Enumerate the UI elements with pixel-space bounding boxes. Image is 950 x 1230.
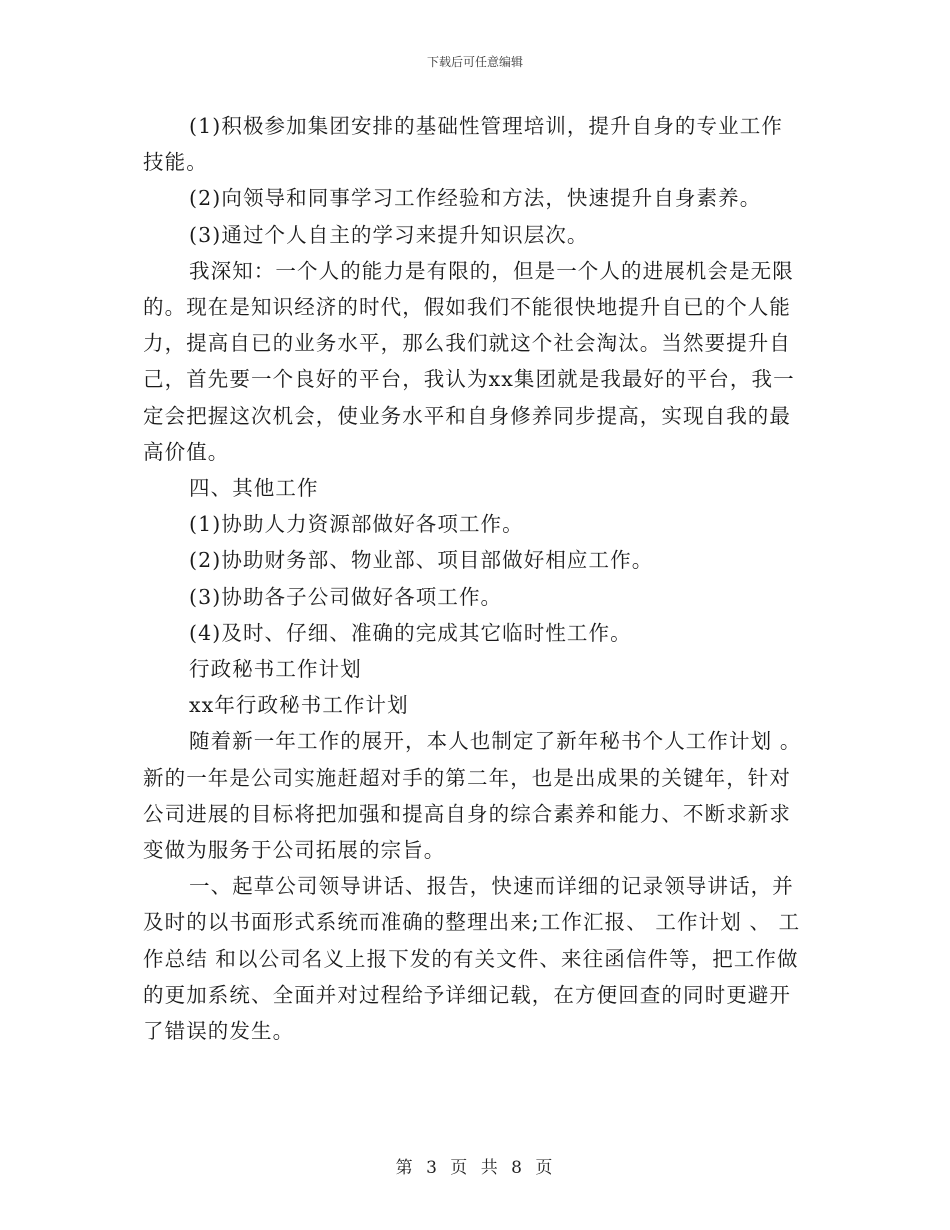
paragraph-other-2: (2)协助财务部、物业部、项目部做好相应工作。 xyxy=(189,548,654,573)
paragraph-self-study: (3)通过个人自主的学习来提升知识层次。 xyxy=(189,222,589,247)
footer-current-page: 3 xyxy=(426,1158,439,1178)
section-heading-other-work: 四、其他工作 xyxy=(189,476,319,501)
footer-suffix: 页 xyxy=(535,1158,555,1178)
footer-total-label: 共 xyxy=(480,1158,500,1178)
paragraph-section-one: 一、起草公司领导讲话、报告，快速而详细的记录领导讲话，并及时的以书面形式系统而准确的整理出来;工作汇报、 工作计划 、 工作总结 和以公司名义上报下发的有关文件、来往函信件等，把工作做的更加系统、全面并对过程给予详细记载，在方便回查的同时更避开了错误的发生。 xyxy=(143,874,801,1044)
paragraph-reflection: 我深知：一个人的能力是有限的，但是一个人的进展机会是无限的。现在是知识经济的时代，假如我们不能很快地提升自已的个人能力，提高自已的业务水平，那么我们就这个社会淘汰。当然要提升自己，首先要一个良好的平台，我认为xx集团就是我最好的平台，我一定会把握这次机会，使业务水平和自身修养同步提高，实现自我的最高价值。 xyxy=(143,258,795,464)
document-title: 行政秘书工作计划 xyxy=(189,657,362,682)
footer-prefix: 第 xyxy=(395,1158,415,1178)
paragraph-other-4: (4)及时、仔细、准确的完成其它临时性工作。 xyxy=(189,620,632,645)
paragraph-training: (1)积极参加集团安排的基础性管理培训，提升自身的专业工作技能。 xyxy=(143,114,783,175)
page-header: 下载后可任意编辑 xyxy=(426,55,523,69)
document-subtitle: xx年行政秘书工作计划 xyxy=(189,693,409,718)
page-footer xyxy=(0,1153,950,1178)
document-body xyxy=(143,108,803,1049)
paragraph-other-3: (3)协助各子公司做好各项工作。 xyxy=(189,584,503,609)
footer-page-label: 页 xyxy=(450,1158,470,1178)
paragraph-other-1: (1)协助人力资源部做好各项工作。 xyxy=(189,512,524,537)
paragraph-intro: 随着新一年工作的展开，本人也制定了新年秘书个人工作计划 。新的一年是公司实施赶超对手的第二年，也是出成果的关键年，针对公司进展的目标将把加强和提高自身的综合素养和能力、不断求新求变做为服务于公司拓展的宗旨。 xyxy=(143,729,802,863)
footer-total-pages: 8 xyxy=(511,1158,524,1178)
paragraph-learn-colleagues: (2)向领导和同事学习工作经验和方法，快速提升自身素养。 xyxy=(189,186,762,211)
